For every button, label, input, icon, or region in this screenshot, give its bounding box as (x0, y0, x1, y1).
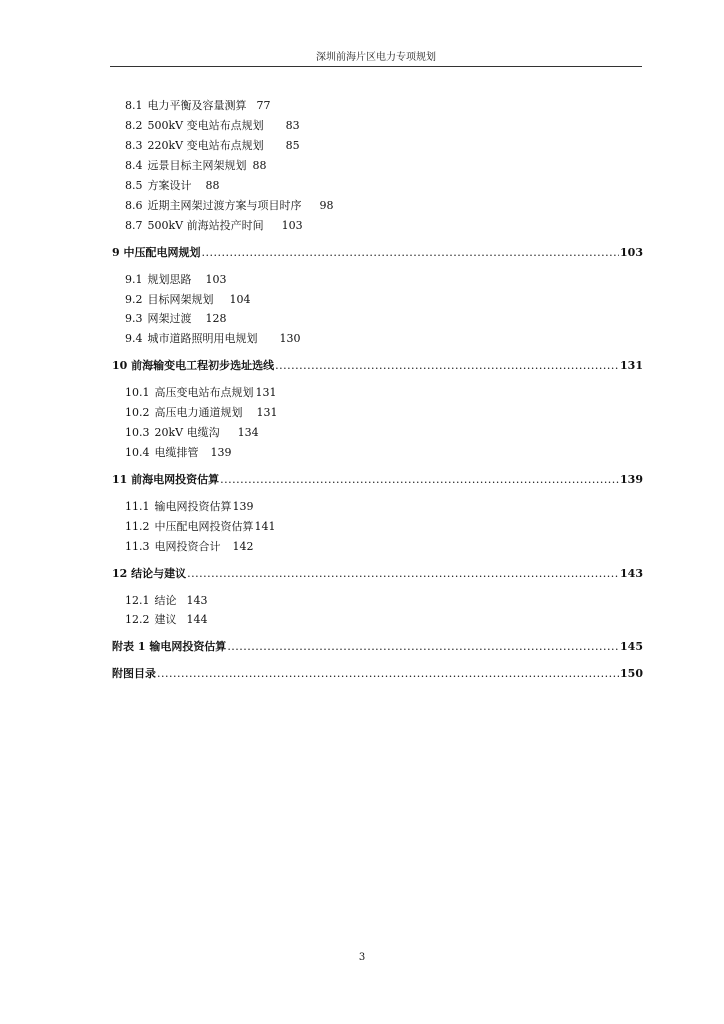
toc-entry-page: 103 (205, 273, 227, 286)
toc-entry-title: 电缆排管 (154, 446, 199, 459)
toc-appendix-title: 附表 1 输电网投资估算 (112, 640, 227, 653)
toc-entry-page: 139 (210, 446, 232, 459)
toc-entry-title: 网架过渡 (147, 312, 192, 325)
toc-entry-12-2[interactable] (125, 613, 208, 627)
toc-entry-page: 139 (232, 500, 254, 513)
toc-entry-title: 500kV 前海站投产时间 (147, 219, 264, 232)
toc-entry-page: 131 (255, 386, 277, 399)
toc-entry-title: 输电网投资估算 (154, 500, 232, 513)
toc-entry-page: 77 (256, 99, 271, 112)
toc-entry-title: 方案设计 (147, 179, 192, 192)
toc-chapter-title: 10 前海输变电工程初步选址选线 (112, 359, 275, 372)
toc-entry-title: 220kV 变电站布点规划 (147, 139, 264, 152)
toc-chapter-page: 131 (620, 359, 643, 372)
toc-entry-page: 88 (252, 159, 267, 172)
toc-entry-title: 电力平衡及容量测算 (147, 99, 247, 112)
toc-leader-dots (157, 667, 619, 681)
page-number: 3 (358, 952, 366, 963)
toc-entry-11-2[interactable] (125, 520, 276, 534)
toc-entry-number: 10.1 (125, 386, 150, 399)
toc-appendix-figures[interactable] (112, 667, 643, 681)
toc-appendix-page: 145 (620, 640, 643, 653)
toc-chapter-title: 11 前海电网投资估算 (112, 473, 220, 486)
toc-entry-number: 11.1 (125, 500, 150, 513)
toc-entry-number: 8.6 (125, 199, 143, 212)
toc-entry-page: 143 (186, 594, 208, 607)
toc-entry-12-1[interactable] (125, 594, 208, 608)
toc-entry-page: 88 (205, 179, 220, 192)
toc-leader-dots (275, 359, 619, 373)
toc-entry-number: 8.5 (125, 179, 143, 192)
toc-entry-10-3[interactable] (125, 426, 259, 440)
toc-entry-number: 10.3 (125, 426, 150, 439)
toc-appendix-title: 附图目录 (112, 667, 156, 680)
toc-entry-page: 85 (285, 139, 300, 152)
toc-entry-page: 83 (285, 119, 300, 132)
toc-entry-page: 142 (232, 540, 254, 553)
toc-appendix-page: 150 (620, 667, 643, 680)
toc-entry-9-3[interactable] (125, 312, 227, 326)
toc-entry-number: 10.4 (125, 446, 150, 459)
toc-entry-title: 建议 (154, 613, 177, 626)
toc-entry-title: 中压配电网投资估算 (154, 520, 254, 533)
toc-entry-9-2[interactable] (125, 293, 251, 307)
toc-entry-number: 11.3 (125, 540, 150, 553)
toc-leader-dots (227, 640, 619, 654)
toc-entry-title: 结论 (154, 594, 177, 607)
toc-entry-page: 141 (254, 520, 276, 533)
toc-entry-number: 12.2 (125, 613, 150, 626)
toc-entry-title: 近期主网架过渡方案与项目时序 (147, 199, 302, 212)
toc-entry-title: 电网投资合计 (154, 540, 221, 553)
toc-entry-number: 8.1 (125, 99, 143, 112)
toc-entry-page: 128 (205, 312, 227, 325)
toc-entry-number: 8.2 (125, 119, 143, 132)
toc-entry-title: 远景目标主网架规划 (147, 159, 247, 172)
toc-entry-title: 城市道路照明用电规划 (147, 332, 258, 345)
toc-entry-number: 9.4 (125, 332, 143, 345)
toc-chapter-page: 143 (620, 567, 643, 580)
toc-entry-8-5[interactable] (125, 179, 220, 193)
toc-entry-8-7[interactable] (125, 219, 303, 233)
toc-entry-number: 8.4 (125, 159, 143, 172)
toc-leader-dots (201, 246, 619, 260)
toc-entry-title: 500kV 变电站布点规划 (147, 119, 264, 132)
toc-entry-page: 131 (256, 406, 278, 419)
document-header: 深圳前海片区电力专项规划 (316, 52, 436, 63)
toc-entry-page: 103 (281, 219, 303, 232)
toc-entry-8-3[interactable] (125, 139, 300, 153)
toc-entry-number: 9.1 (125, 273, 143, 286)
toc-entry-9-1[interactable] (125, 273, 227, 287)
toc-entry-number: 12.1 (125, 594, 150, 607)
toc-entry-page: 104 (229, 293, 251, 306)
toc-entry-page: 134 (237, 426, 259, 439)
toc-entry-number: 11.2 (125, 520, 150, 533)
toc-entry-8-2[interactable] (125, 119, 300, 133)
toc-entry-8-4[interactable] (125, 159, 267, 173)
toc-chapter-12[interactable] (112, 567, 643, 581)
toc-entry-10-1[interactable] (125, 386, 277, 400)
toc-entry-9-4[interactable] (125, 332, 301, 346)
toc-leader-dots (187, 567, 619, 581)
toc-entry-8-1[interactable] (125, 99, 271, 113)
toc-chapter-11[interactable] (112, 473, 643, 487)
toc-entry-page: 98 (319, 199, 334, 212)
toc-entry-title: 目标网架规划 (147, 293, 214, 306)
toc-entry-number: 8.7 (125, 219, 143, 232)
toc-entry-11-3[interactable] (125, 540, 254, 554)
toc-entry-title: 规划思路 (147, 273, 192, 286)
toc-entry-page: 144 (186, 613, 208, 626)
toc-appendix-table-1[interactable] (112, 640, 643, 654)
toc-entry-number: 8.3 (125, 139, 143, 152)
toc-chapter-10[interactable] (112, 359, 643, 373)
toc-entry-title: 高压电力通道规划 (154, 406, 243, 419)
toc-chapter-page: 103 (620, 246, 643, 259)
toc-entry-title: 20kV 电缆沟 (154, 426, 220, 439)
toc-entry-number: 9.2 (125, 293, 143, 306)
toc-entry-number: 9.3 (125, 312, 143, 325)
toc-entry-10-2[interactable] (125, 406, 278, 420)
toc-chapter-9[interactable] (112, 246, 643, 260)
toc-entry-8-6[interactable] (125, 199, 334, 213)
toc-entry-10-4[interactable] (125, 446, 232, 460)
toc-entry-title: 高压变电站布点规划 (154, 386, 254, 399)
toc-chapter-title: 12 结论与建议 (112, 567, 187, 580)
toc-chapter-page: 139 (620, 473, 643, 486)
toc-entry-11-1[interactable] (125, 500, 254, 514)
toc-chapter-title: 9 中压配电网规划 (112, 246, 201, 259)
toc-entry-number: 10.2 (125, 406, 150, 419)
toc-entry-page: 130 (279, 332, 301, 345)
toc-leader-dots (220, 473, 619, 487)
